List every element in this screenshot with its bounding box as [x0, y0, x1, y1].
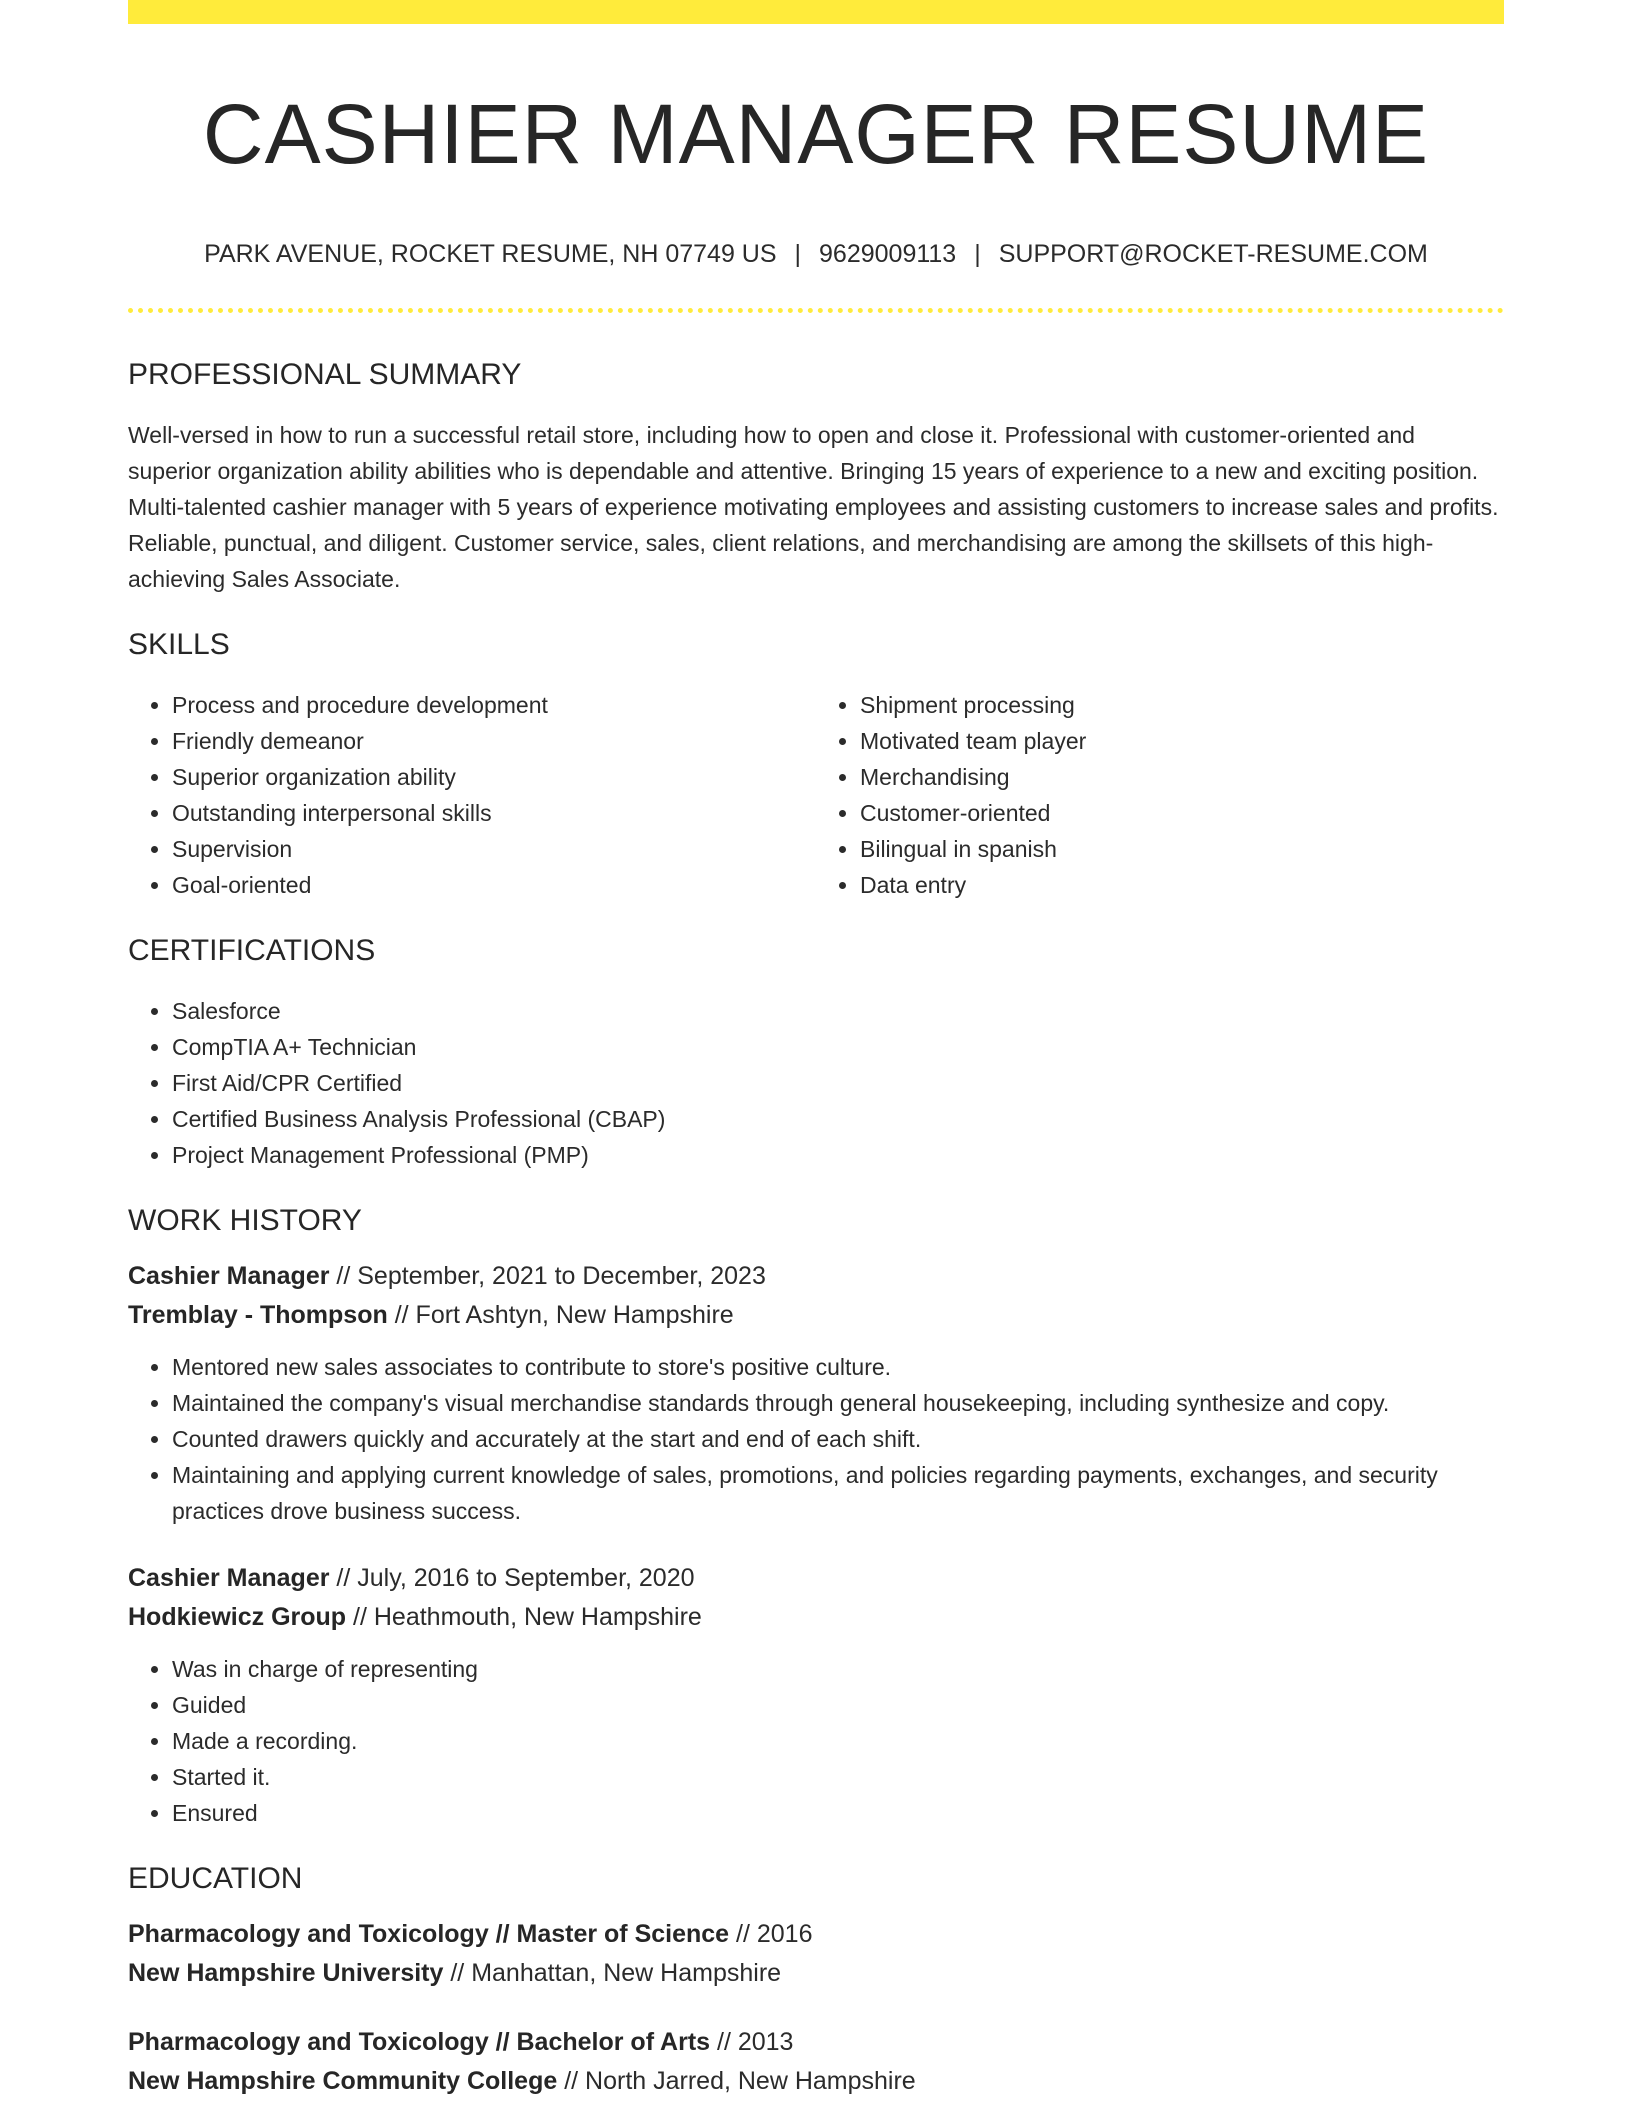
degree-year: // 2016 [729, 1920, 813, 1948]
contact-email[interactable]: SUPPORT@ROCKET-RESUME.COM [998, 240, 1428, 268]
school: New Hampshire University [128, 1959, 444, 1987]
accent-bar [128, 0, 1504, 24]
degree: Pharmacology and Toxicology // Bachelor of Arts [128, 2028, 711, 2056]
job-bullet: • Started it. [172, 1759, 1504, 1795]
job-bullets [128, 1349, 1504, 1529]
skill-item: • Bilingual in spanish [860, 831, 1504, 867]
section-heading-work: WORK HISTORY [128, 1204, 362, 1237]
job-bullets [128, 1651, 1504, 1831]
job-title: Cashier Manager [128, 1564, 330, 1592]
skill-item: • Process and procedure development [172, 687, 816, 723]
certification-item: • CompTIA A+ Technician [172, 1029, 1504, 1065]
job-dates: // September, 2021 to December, 2023 [329, 1262, 766, 1290]
skill-item: • Friendly demeanor [172, 723, 816, 759]
contact-address: PARK AVENUE, ROCKET RESUME, NH 07749 US [204, 240, 777, 268]
job-company: Tremblay - Thompson [128, 1301, 388, 1329]
job-location: // Heathmouth, New Hampshire [346, 1603, 702, 1631]
summary-text: Well-versed in how to run a successful retail store, including how to open and close it. Professional with customer-oriented and superior organization ability abilities who is dependable and attentive. Bringing 15 years of experience to a new and exciting position. Multi-talented cashier manager with 5 years of experience motivating employees and assisting customers to increase sales and profits. Reliable, punctual, and diligent. Customer service, sales, client relations, and merchandising are among the skillsets of this high-achieving Sales Associate. [128, 422, 1499, 592]
skill-item: • Superior organization ability [172, 759, 816, 795]
job-bullet: • Maintaining and applying current knowledge of sales, promotions, and policies regarding payments, exchanges, and security practices drove business success. [172, 1457, 1504, 1529]
certifications-section [128, 933, 1504, 1173]
job-bullet: • Mentored new sales associates to contribute to store's positive culture. [172, 1349, 1504, 1385]
education-entry [128, 1915, 1504, 1993]
job-title-line [128, 1257, 1504, 1296]
job-company-line [128, 1296, 1504, 1335]
skill-item: • Customer-oriented [860, 795, 1504, 831]
contact-separator: | [794, 240, 802, 268]
degree: Pharmacology and Toxicology // Master of Science [128, 1920, 730, 1948]
section-heading-certifications: CERTIFICATIONS [128, 934, 376, 967]
job-location: // Fort Ashtyn, New Hampshire [387, 1301, 734, 1329]
school-line [128, 2062, 1504, 2101]
certifications-list [128, 993, 1504, 1173]
skill-item: • Data entry [860, 867, 1504, 903]
certification-item: • Certified Business Analysis Professional (CBAP) [172, 1101, 1504, 1137]
skill-item: • Shipment processing [860, 687, 1504, 723]
school-line [128, 1954, 1504, 1993]
work-history-section [128, 1203, 1504, 1831]
summary-section [128, 357, 1504, 597]
skills-list-right [816, 687, 1504, 903]
skill-item: • Motivated team player [860, 723, 1504, 759]
degree-year: // 2013 [710, 2028, 794, 2056]
certification-item: • Project Management Professional (PMP) [172, 1137, 1504, 1173]
job-bullet: • Ensured [172, 1795, 1504, 1831]
job-title: Cashier Manager [128, 1262, 330, 1290]
school-location: // North Jarred, New Hampshire [557, 2067, 916, 2095]
job-bullet: • Counted drawers quickly and accurately at the start and end of each shift. [172, 1421, 1504, 1457]
skill-item: • Outstanding interpersonal skills [172, 795, 816, 831]
skill-item: • Supervision [172, 831, 816, 867]
resume-title: CASHIER MANAGER RESUME [202, 87, 1430, 181]
job-bullet: • Guided [172, 1687, 1504, 1723]
skills-grid [128, 687, 1504, 903]
section-heading-summary: PROFESSIONAL SUMMARY [128, 358, 522, 391]
certification-item: • Salesforce [172, 993, 1504, 1029]
skill-item: • Merchandising [860, 759, 1504, 795]
skill-item: • Goal-oriented [172, 867, 816, 903]
dotted-divider [128, 308, 1504, 313]
contact-separator: | [974, 240, 981, 268]
resume-page [128, 0, 1504, 2101]
skills-list-left [128, 687, 816, 903]
job-entry [128, 1559, 1504, 1831]
degree-line [128, 2023, 1504, 2062]
skills-section [128, 627, 1504, 903]
section-heading-education: EDUCATION [128, 1862, 303, 1895]
contact-phone: 9629009113 [819, 240, 957, 268]
job-entry [128, 1257, 1504, 1529]
section-heading-skills: SKILLS [128, 628, 230, 661]
job-bullet: • Maintained the company's visual merchandise standards through general housekeeping, including synthesize and copy. [172, 1385, 1504, 1421]
job-company-line [128, 1598, 1504, 1637]
school-location: // Manhattan, New Hampshire [443, 1959, 782, 1987]
job-company: Hodkiewicz Group [128, 1603, 347, 1631]
contact-line [128, 238, 1504, 270]
job-title-line [128, 1559, 1504, 1598]
education-entry [128, 2023, 1504, 2101]
certification-item: • First Aid/CPR Certified [172, 1065, 1504, 1101]
job-dates: // July, 2016 to September, 2020 [329, 1564, 695, 1592]
degree-line [128, 1915, 1504, 1954]
job-bullet: • Made a recording. [172, 1723, 1504, 1759]
job-bullet: • Was in charge of representing [172, 1651, 1504, 1687]
school: New Hampshire Community College [128, 2067, 558, 2095]
education-section [128, 1861, 1504, 2101]
